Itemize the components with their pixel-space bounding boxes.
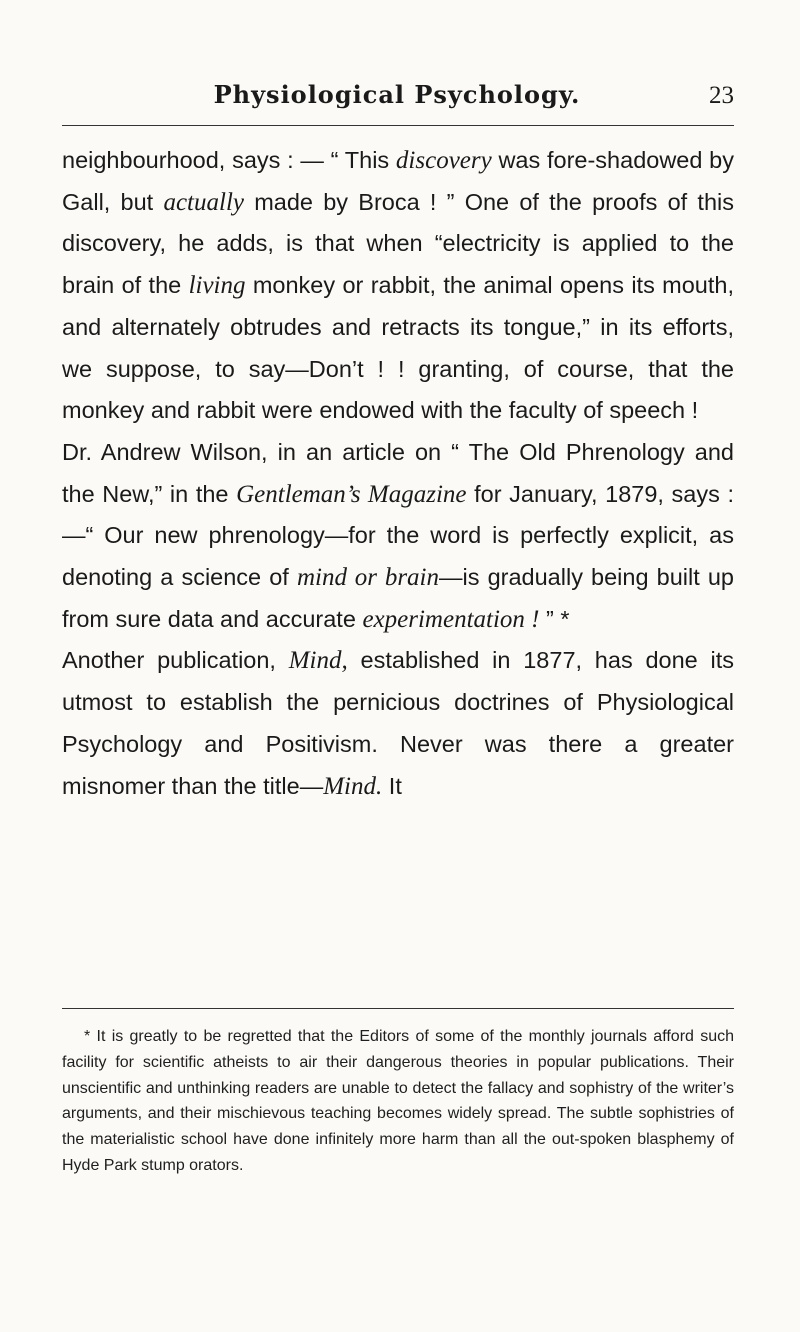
paragraph-3 xyxy=(62,640,734,807)
text-run: It xyxy=(382,772,402,799)
italic-run: mind or brain xyxy=(296,564,439,592)
text-run: established in 1877, has done its utmost to establish the pernicious doctrines of Physiological Psychology and Positivism. Never was there a greater misnomer than the title— xyxy=(62,647,734,799)
italic-run: Gentleman’s Magazine xyxy=(236,480,467,508)
page-number: 23 xyxy=(709,82,734,109)
text-run: ” * xyxy=(539,605,570,632)
italic-run: Mind, xyxy=(288,647,348,675)
italic-run: actually xyxy=(163,188,244,216)
footnote-rule xyxy=(62,1008,734,1009)
paragraph-1 xyxy=(62,140,734,432)
text-run: Another publication, xyxy=(62,647,289,674)
header-rule xyxy=(62,125,734,126)
text-run: monkey or rabbit, the animal opens its mouth, and alternately obtrudes and retracts its tongue,” in its efforts, we suppose, to say—Don’t ! ! granting, of course, that the monkey and rabbit were endowed with the faculty of speech ! xyxy=(62,272,735,424)
text-run: Dr. Andrew Wilson, in an article on “ The Old Phrenology and the New,” in the xyxy=(62,438,734,507)
footnote xyxy=(62,1024,734,1179)
text-run: —is gradually being built up from sure data and accurate xyxy=(62,564,735,632)
text-run: for January, 1879, says :—“ Our new phrenology—for the word is perfectly explicit, as denoting a science of xyxy=(62,480,734,591)
body-text xyxy=(62,140,734,807)
footnote-text: * It is greatly to be regretted that the Editors of some of the monthly journals afford such facility for scientific atheists to air their dangerous theories in popular publications. Their unscientific and unthinking readers are unable to detect the fallacy and sophistry of the writer’s arguments, and their mischievous teaching becomes widely spread. The subtle sophistries of the materialistic school have done infinitely more harm than all the out-spoken blasphemy of Hyde Park stump orators. xyxy=(62,1028,734,1174)
paragraph-2 xyxy=(62,432,734,641)
italic-run: experimentation ! xyxy=(362,605,540,633)
page-header xyxy=(60,80,734,116)
italic-run: Mind. xyxy=(323,772,383,800)
italic-run: discovery xyxy=(395,147,492,174)
italic-run: living xyxy=(188,272,246,300)
text-run: neighbourhood, says : — “ This xyxy=(62,147,396,173)
running-head: Physiological Psychology. xyxy=(213,80,581,109)
text-run: made by Broca ! ” One of the proofs of this discovery, he adds, is that when “electricity is applied to the brain of the xyxy=(62,188,735,299)
text-run: was fore-shadowed by Gall, but xyxy=(62,147,734,215)
